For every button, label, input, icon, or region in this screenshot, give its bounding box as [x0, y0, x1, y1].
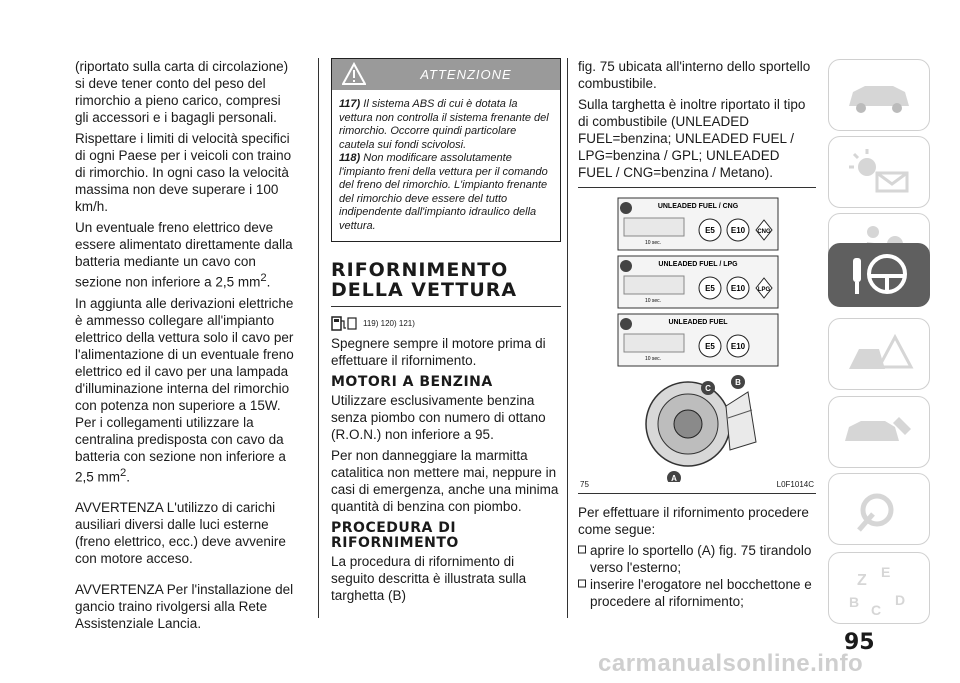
paragraph: Spegnere sempre il motore prima di effettuare il rifornimento.	[331, 336, 546, 368]
label-fuel-text: UNLEADED FUEL	[668, 319, 728, 326]
svg-text:E5: E5	[705, 284, 715, 293]
paragraph: Per effettuare il rifornimento procedere come segue:	[578, 505, 809, 537]
bullet-icon	[578, 542, 590, 576]
svg-text:A: A	[671, 474, 677, 482]
warning-box	[331, 58, 561, 242]
svg-text:C: C	[705, 384, 711, 393]
paragraph: (riportato sulla carta di circolazione) si deve tener conto del peso del rimorchio a pieno carico, compresi gli accessori e i bagagli personali.	[75, 59, 289, 125]
column-middle	[331, 58, 561, 608]
svg-text:D: D	[895, 592, 906, 608]
list-item: aprire lo sportello (A) fig. 75 tirandolo verso l'esterno;	[578, 542, 816, 576]
fuel-door-drawing	[646, 375, 756, 482]
label-lpg	[618, 256, 778, 308]
warning-title: ATTENZIONE	[420, 67, 512, 82]
fuel-label-illustration	[578, 192, 816, 482]
svg-text:E5: E5	[705, 226, 715, 235]
timer-text: 10 sec.	[644, 356, 662, 362]
car-service-icon	[829, 397, 929, 467]
label-lpg-text: UNLEADED FUEL / LPG	[658, 261, 738, 268]
label-cng-text: UNLEADED FUEL / CNG	[657, 203, 739, 210]
column-divider	[567, 58, 568, 618]
column-left	[75, 58, 297, 636]
svg-text:Z: Z	[857, 572, 867, 589]
hazard-icon	[620, 202, 632, 214]
nav-tab-technical-data[interactable]	[828, 473, 930, 545]
timer-text: 10 sec.	[644, 240, 662, 246]
emergency-icon	[829, 319, 929, 389]
note-paragraph: AVVERTENZA Per l'installazione del gancio traino rivolgersi alla Rete Assistenziale Lancia.	[75, 582, 294, 631]
figure-number: 75	[580, 480, 589, 489]
bullet-icon	[578, 576, 590, 610]
paragraph: Un eventuale freno elettrico deve essere alimentato direttamente dalla batteria mediante un cavo con sezione non inferiore a 2,5 $mm^2$.	[75, 220, 293, 290]
svg-text:E: E	[881, 564, 891, 580]
alphabet-index-icon	[829, 553, 929, 623]
divider	[331, 306, 561, 307]
subheading: PROCEDURA DI RIFORNIMENTO	[331, 520, 459, 551]
refuel-instruction-icon	[624, 218, 684, 236]
label-cng	[618, 198, 778, 250]
hazard-icon	[620, 318, 632, 330]
steering-wheel-key-icon	[829, 244, 929, 306]
note-paragraph: AVVERTENZA L'utilizzo di carichi ausiliari diversi dalle luci esterne (freno elettrico, ecc.) deve avvenire con motore acceso.	[75, 500, 286, 566]
paragraph: Utilizzare esclusivamente benzina senza piombo con numero di ottano (R.O.N.) non inferiore a 95.	[331, 393, 546, 442]
nav-tab-maintenance[interactable]	[828, 396, 930, 468]
figure-fuel-door	[578, 187, 816, 494]
nav-tab-vehicle[interactable]	[828, 59, 930, 131]
timer-text: 10 sec.	[644, 298, 662, 304]
paragraph: Per non danneggiare la marmitta catalitica non mettere mai, neppure in casi di emergenza, anche una minima quantità di benzina con piombo.	[331, 448, 559, 514]
reference-line: 119) 120) 121)	[331, 315, 561, 331]
nav-tab-dashboard[interactable]	[828, 136, 930, 208]
paragraph: Sulla targhetta è inoltre riportato il tipo di combustibile (UNLEADED FUEL=benzina; UNLEADED FUEL / LPG=benzina / GPL; UNLEADED FUEL / CNG=benzina / Metano).	[578, 97, 806, 180]
svg-text:E10: E10	[730, 284, 746, 293]
paragraph: Rispettare i limiti di velocità specifici di ogni Paese per i veicoli con traino di rimorchio. In ogni caso la velocità massima non deve superare i 100 km/h.	[75, 131, 292, 214]
svg-text:E10: E10	[730, 342, 746, 351]
fuel-pump-icon	[331, 315, 357, 331]
nav-tab-index[interactable]	[828, 552, 930, 624]
warning-header	[332, 59, 560, 90]
page-number: 95	[844, 630, 875, 655]
svg-text:B: B	[735, 378, 741, 387]
section-heading: RIFORNIMENTO DELLA VETTURA	[331, 259, 518, 301]
list-item: inserire l'erogatore nel bocchettone e procedere al rifornimento;	[578, 576, 816, 610]
svg-text:B: B	[849, 594, 860, 610]
watermark: carmanualsonline.info	[598, 650, 864, 677]
subheading: MOTORI A BENZINA	[331, 374, 493, 390]
refuel-instruction-icon	[624, 334, 684, 352]
svg-text:LPG: LPG	[757, 287, 771, 293]
nav-tab-starting-driving[interactable]	[828, 243, 930, 307]
warning-body: 117) Il sistema ABS di cui è dotata la vettura non controlla il sistema frenante del rimorchio. Occorre quindi particolare cautela sui fondi scivolosi. 118) Non modificare assolutamente l'impianto freni della vettura per il comando del freno del rimorchio. L'impianto frenante del rimorchio deve essere del tutto indipendente dall'impianto idraulico della vettura.	[339, 98, 549, 232]
hazard-icon	[620, 260, 632, 272]
wrench-gear-icon	[829, 474, 929, 544]
paragraph: In aggiunta alle derivazioni elettriche è ammesso collegare all'impianto elettrico della vettura solo il cavo per l'alimentazione di un eventuale freno elettrico ed il cavo per una lampada d'illuminazione interna del rimorchio con potenza non superiore a 15W. Per i collegamenti utilizzare la centralina predisposta con cavo da batteria con sezione non inferiore a 2,5 $mm^2$.	[75, 295, 294, 484]
paragraph: fig. 75 ubicata all'interno dello sportello combustibile.	[578, 59, 811, 91]
figure-code: L0F1014C	[776, 480, 814, 489]
sun-warning-icon	[829, 137, 929, 207]
car-icon	[829, 60, 929, 130]
svg-text:C: C	[871, 602, 882, 618]
refuel-instruction-icon	[624, 276, 684, 294]
paragraph: La procedura di rifornimento di seguito descritta è illustrata sulla targhetta (B)	[331, 554, 527, 603]
svg-text:CNG: CNG	[757, 229, 771, 235]
column-right	[578, 58, 816, 610]
nav-tab-emergency[interactable]	[828, 318, 930, 390]
label-fuel	[618, 314, 778, 366]
svg-text:E10: E10	[730, 226, 746, 235]
column-divider	[318, 58, 319, 618]
svg-text:E5: E5	[705, 342, 715, 351]
